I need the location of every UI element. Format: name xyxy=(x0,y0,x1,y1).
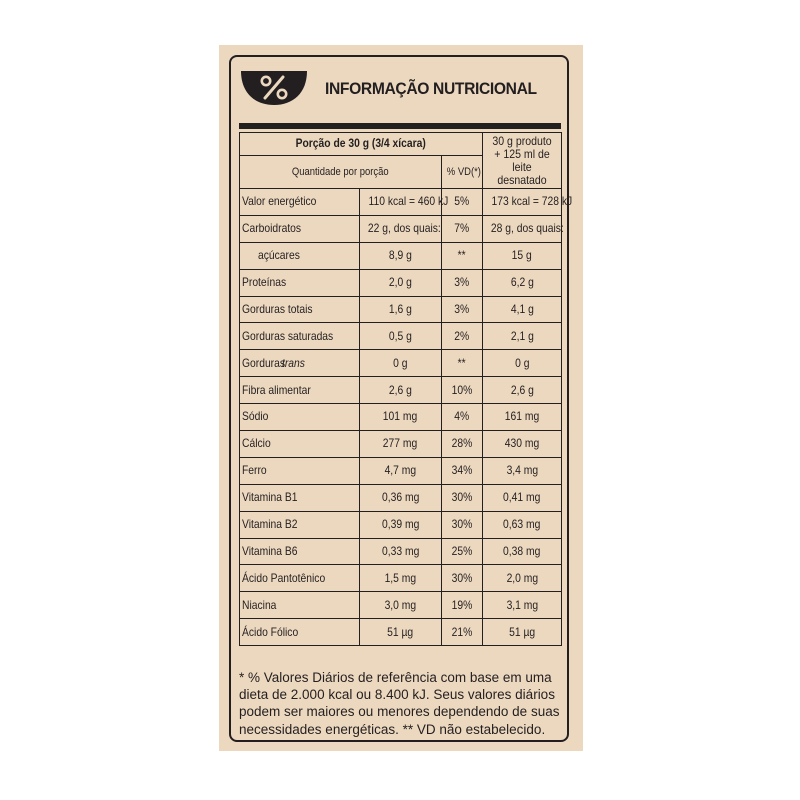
nutrient-quantity: 110 kcal = 460 kJ xyxy=(360,189,442,216)
nutrient-name: Gordurastrans xyxy=(240,350,360,377)
table-row xyxy=(240,565,562,592)
nutrient-name: Gorduras saturadas xyxy=(240,323,360,350)
table-row xyxy=(240,215,562,242)
nutrient-with-milk: 2,0 mg xyxy=(483,565,562,592)
nutrient-vd: 3% xyxy=(442,296,483,323)
nutrient-with-milk: 430 mg xyxy=(483,431,562,458)
nutrient-with-milk: 2,1 g xyxy=(483,323,562,350)
nutrient-vd: 7% xyxy=(442,215,483,242)
nutrient-with-milk: 3,4 mg xyxy=(483,457,562,484)
nutrient-quantity: 0,36 mg xyxy=(360,484,442,511)
nutrient-quantity: 277 mg xyxy=(360,431,442,458)
milk-column-header: 30 g produto + 125 ml de leite desnatado xyxy=(483,133,562,189)
nutrient-with-milk: 2,6 g xyxy=(483,377,562,404)
nutrient-with-milk: 173 kcal = 728 kJ xyxy=(483,189,562,216)
nutrient-quantity: 51 µg xyxy=(360,619,442,646)
nutrient-quantity: 1,6 g xyxy=(360,296,442,323)
nutrient-name: Vitamina B6 xyxy=(240,538,360,565)
table-row xyxy=(240,296,562,323)
nutrient-name: Gorduras totais xyxy=(240,296,360,323)
percent-bowl-icon xyxy=(239,69,309,107)
nutrient-vd: 28% xyxy=(442,431,483,458)
nutrient-with-milk: 161 mg xyxy=(483,404,562,431)
table-row xyxy=(240,457,562,484)
nutrient-with-milk: 0,38 mg xyxy=(483,538,562,565)
nutrient-with-milk: 0,63 mg xyxy=(483,511,562,538)
nutrient-quantity: 2,0 g xyxy=(360,269,442,296)
nutrient-with-milk: 3,1 mg xyxy=(483,592,562,619)
nutrient-quantity: 0 g xyxy=(360,350,442,377)
portion-label: Porção de 30 g (3/4 xícara) xyxy=(240,133,483,156)
footnote xyxy=(239,669,561,738)
nutrient-vd: 25% xyxy=(442,538,483,565)
nutrient-name: Niacina xyxy=(240,592,360,619)
nutrient-name: Vitamina B2 xyxy=(240,511,360,538)
nutrient-name: Sódio xyxy=(240,404,360,431)
nutrient-vd: 4% xyxy=(442,404,483,431)
nutrient-quantity: 8,9 g xyxy=(360,242,442,269)
nutrient-name: Valor energético xyxy=(240,189,360,216)
vd-label: % VD(*) xyxy=(442,156,483,189)
label-frame xyxy=(229,55,573,742)
table-row xyxy=(240,242,562,269)
nutrient-vd: 10% xyxy=(442,377,483,404)
nutrient-name: Ácido Fólico xyxy=(240,619,360,646)
nutrient-vd: 21% xyxy=(442,619,483,646)
table-row xyxy=(240,538,562,565)
table-row xyxy=(240,511,562,538)
nutrient-name: Proteínas xyxy=(240,269,360,296)
nutrient-vd: 5% xyxy=(442,189,483,216)
table-header-row xyxy=(240,133,562,156)
table-row xyxy=(240,269,562,296)
nutrient-name: açúcares xyxy=(240,242,360,269)
nutrient-vd: ** xyxy=(442,350,483,377)
table-row xyxy=(240,592,562,619)
footnote-line: dieta de 2.000 kcal ou 8.400 kJ. Seus valores diários xyxy=(239,687,555,703)
nutrient-vd: 30% xyxy=(442,484,483,511)
label-header xyxy=(231,57,567,117)
nutrient-name: Cálcio xyxy=(240,431,360,458)
nutrient-quantity: 3,0 mg xyxy=(360,592,442,619)
table-row xyxy=(240,431,562,458)
table-row xyxy=(240,189,562,216)
nutrition-label xyxy=(219,45,583,751)
table-row xyxy=(240,323,562,350)
nutrient-quantity: 4,7 mg xyxy=(360,457,442,484)
nutrient-vd: 30% xyxy=(442,511,483,538)
footnote-line: podem ser maiores ou menores dependendo de suas xyxy=(239,704,560,720)
nutrient-quantity: 22 g, dos quais: xyxy=(360,215,442,242)
nutrient-vd: 19% xyxy=(442,592,483,619)
label-title: INFORMAÇÃO NUTRICIONAL xyxy=(325,79,537,98)
nutrient-quantity: 0,39 mg xyxy=(360,511,442,538)
nutrient-name: Vitamina B1 xyxy=(240,484,360,511)
nutrient-name: Ácido Pantotênico xyxy=(240,565,360,592)
nutrient-vd: 34% xyxy=(442,457,483,484)
nutrient-name: Fibra alimentar xyxy=(240,377,360,404)
nutrient-quantity: 101 mg xyxy=(360,404,442,431)
footnote-line: necessidades energéticas. ** VD não estabelecido. xyxy=(239,721,546,737)
header-rule xyxy=(239,123,561,129)
nutrient-quantity: 2,6 g xyxy=(360,377,442,404)
table-row xyxy=(240,619,562,646)
nutrient-vd: 30% xyxy=(442,565,483,592)
nutrition-table xyxy=(239,132,573,646)
nutrient-name: Ferro xyxy=(240,457,360,484)
nutrient-with-milk: 51 µg xyxy=(483,619,562,646)
nutrient-quantity: 0,33 mg xyxy=(360,538,442,565)
nutrient-with-milk: 4,1 g xyxy=(483,296,562,323)
nutrient-vd: 2% xyxy=(442,323,483,350)
table-row xyxy=(240,404,562,431)
table-row xyxy=(240,484,562,511)
nutrient-with-milk: 28 g, dos quais: xyxy=(483,215,562,242)
table-row xyxy=(240,377,562,404)
table-row xyxy=(240,350,562,377)
nutrient-with-milk: 0 g xyxy=(483,350,562,377)
nutrient-name: Carboidratos xyxy=(240,215,360,242)
footnote-line: * % Valores Diários de referência com base em uma xyxy=(239,670,552,685)
nutrient-quantity: 1,5 mg xyxy=(360,565,442,592)
nutrient-vd: 3% xyxy=(442,269,483,296)
nutrient-with-milk: 15 g xyxy=(483,242,562,269)
nutrient-with-milk: 0,41 mg xyxy=(483,484,562,511)
qty-per-portion-label: Quantidade por porção xyxy=(240,156,442,189)
nutrient-with-milk: 6,2 g xyxy=(483,269,562,296)
nutrient-quantity: 0,5 g xyxy=(360,323,442,350)
nutrient-vd: ** xyxy=(442,242,483,269)
